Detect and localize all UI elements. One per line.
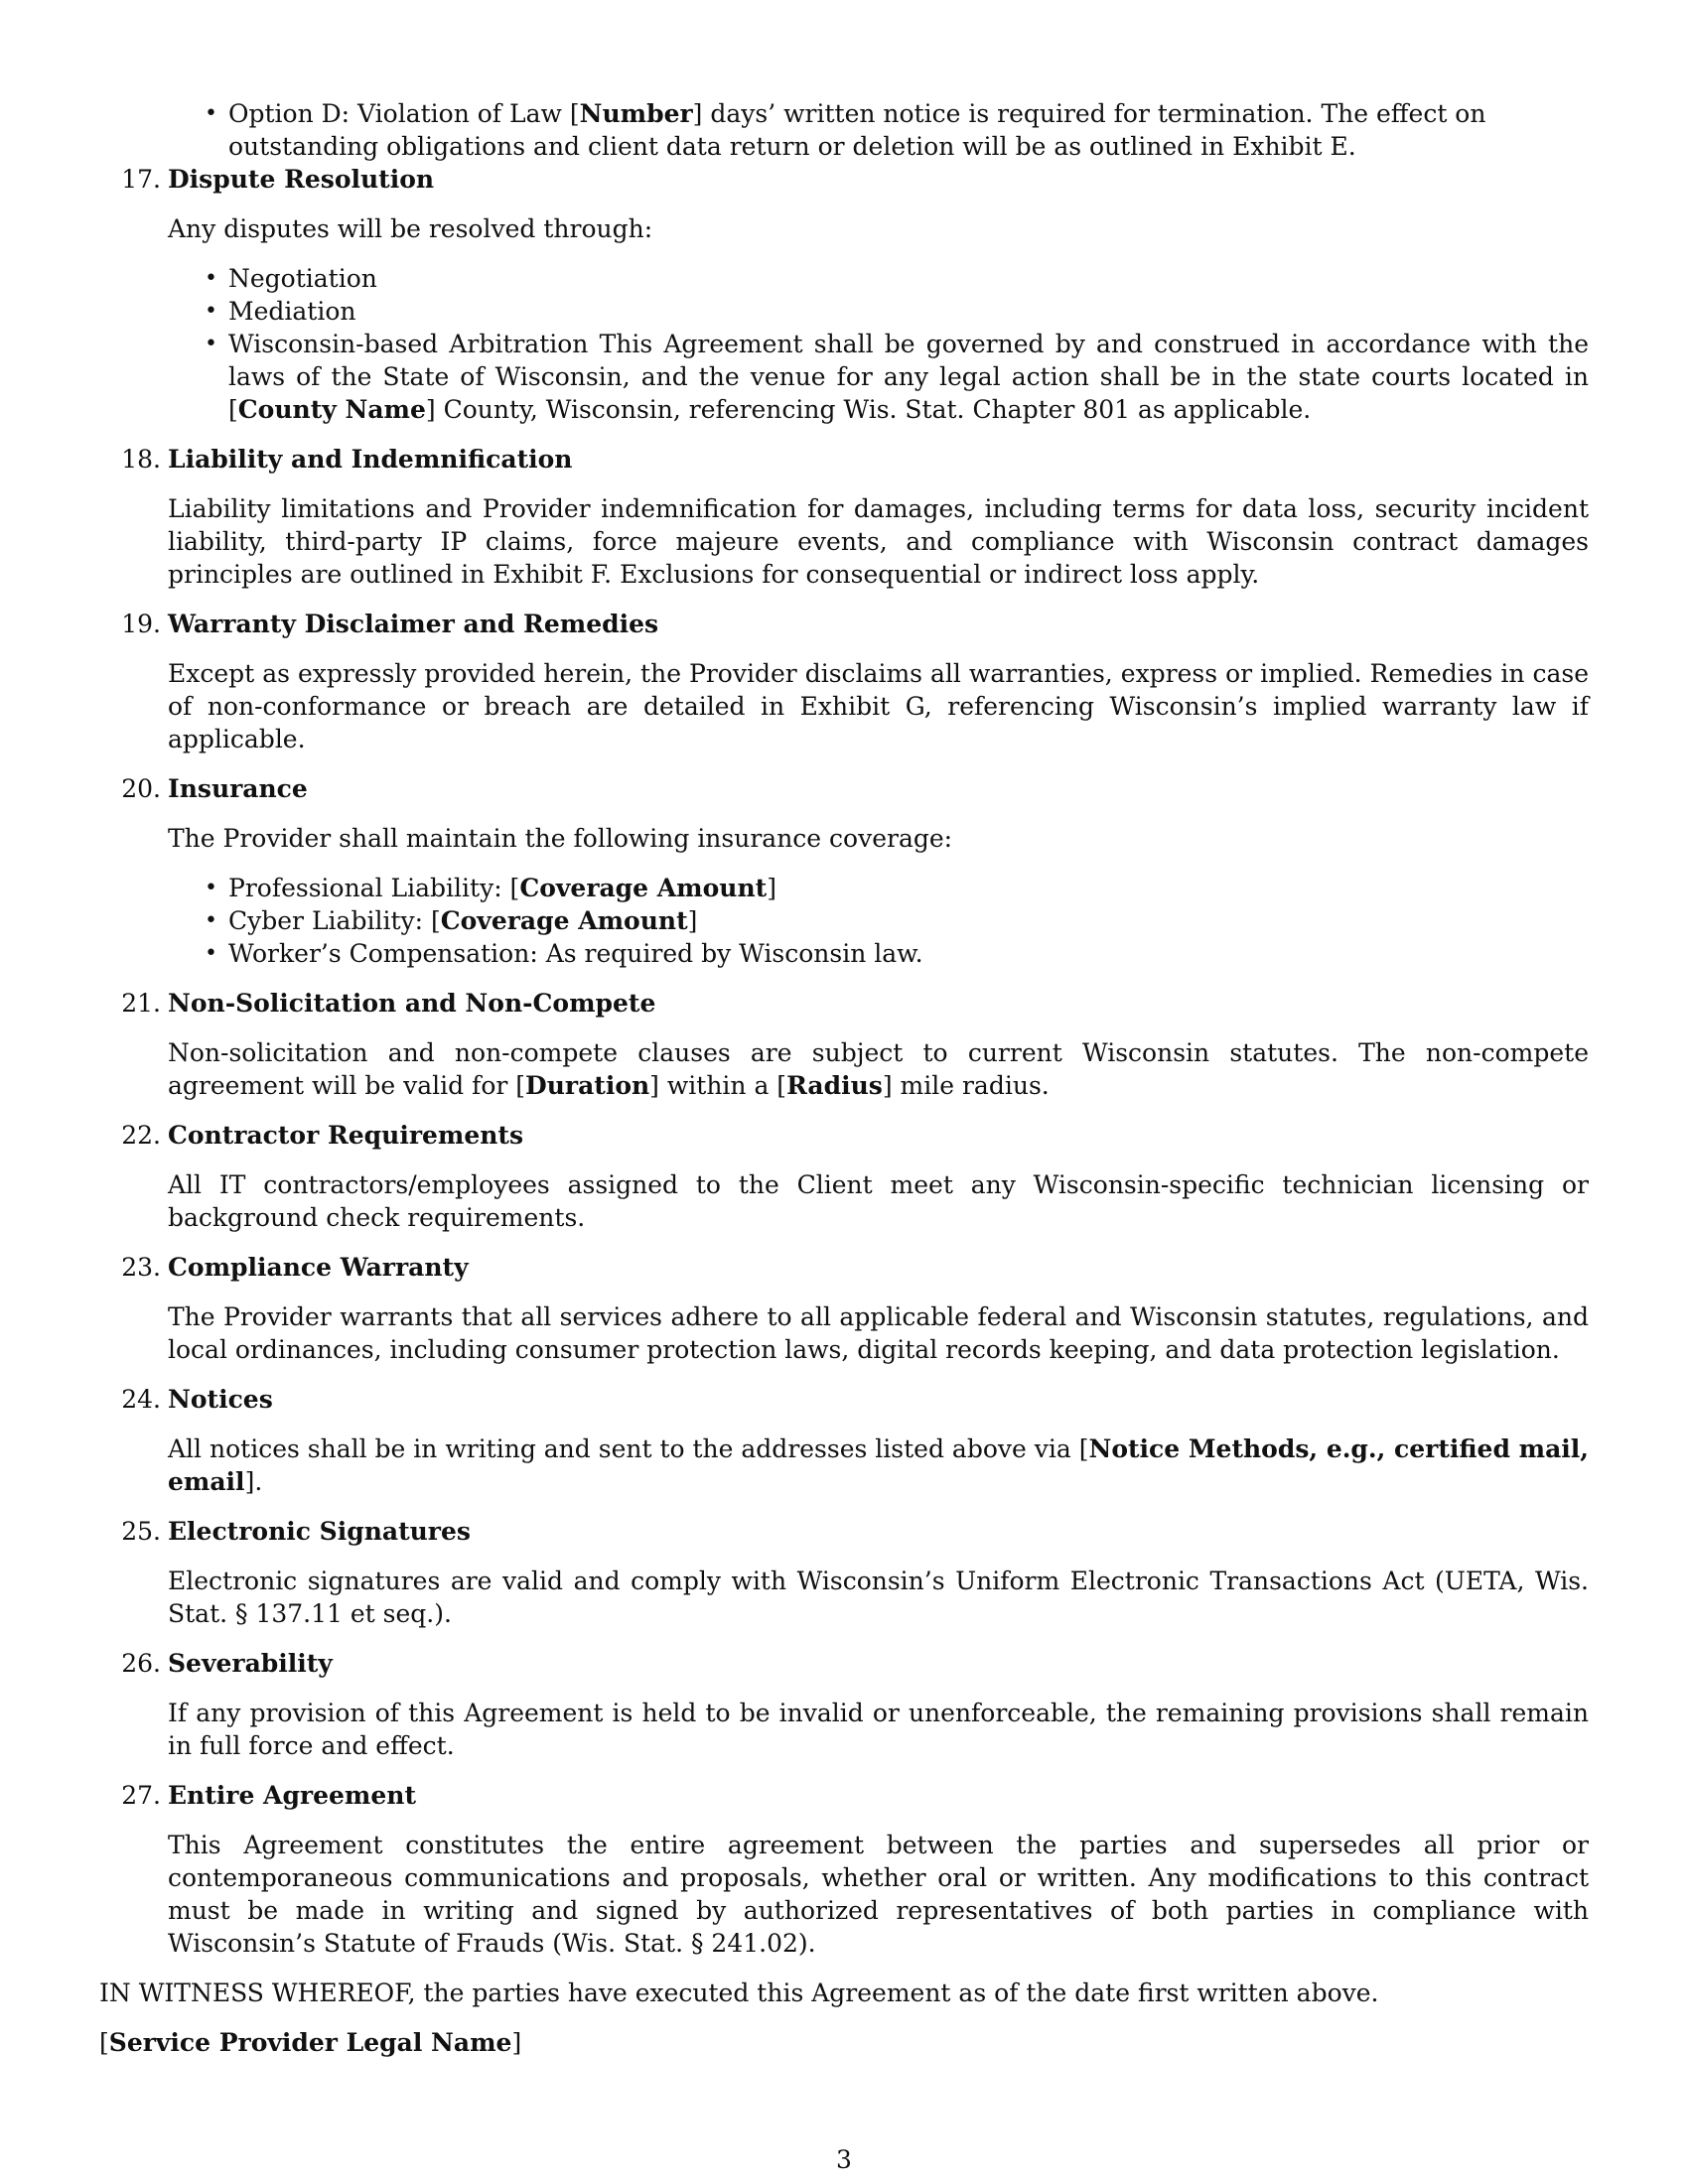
section-number: 27. xyxy=(121,1781,161,1810)
section-entire-agreement xyxy=(99,1779,1589,1960)
section-insurance xyxy=(99,772,1589,970)
section-heading xyxy=(99,1383,1589,1416)
section-body: Electronic signatures are valid and comply with Wisconsin’s Uniform Electronic Transactions Act (UETA, Wis. Stat. § 137.11 et seq.). xyxy=(168,1567,1589,1628)
section-body: The Provider warrants that all services adhere to all applicable federal and Wisconsin statutes, regulations, and local ordinances, including consumer protection laws, digital records keeping, and data protection legislation. xyxy=(168,1302,1589,1364)
section-title: Contractor Requirements xyxy=(168,1121,524,1150)
list-item: • Mediation xyxy=(228,295,1589,328)
section-title: Dispute Resolution xyxy=(168,165,435,194)
list-item: • Wisconsin-based Arbitration This Agreement shall be governed by and construed in accordance with the laws of the State of Wisconsin, and the venue for any legal action shall be in the state courts located in [County Name] County, Wisconsin, referencing Wis. Stat. Chapter 801 as applicable. xyxy=(228,328,1589,426)
section-heading xyxy=(99,608,1589,640)
list-item: • Cyber Liability: [Coverage Amount] xyxy=(228,904,1589,937)
section-title: Entire Agreement xyxy=(168,1781,416,1810)
section-body: This Agreement constitutes the entire agreement between the parties and supersedes all prior or contemporaneous communications and proposals, whether oral or written. Any modifications to this contract must be made in writing and signed by authorized representatives of both parties in compliance with Wisconsin’s Statute of Frauds (Wis. Stat. § 241.02). xyxy=(168,1831,1589,1958)
section-heading xyxy=(99,1779,1589,1812)
section-dispute-resolution xyxy=(99,163,1589,426)
list-item: • Professional Liability: [Coverage Amount] xyxy=(228,872,1589,904)
list-item: • Negotiation xyxy=(228,262,1589,295)
section-number: 17. xyxy=(121,165,161,194)
section-title: Compliance Warranty xyxy=(168,1253,469,1282)
section-number: 23. xyxy=(121,1253,161,1282)
section-heading xyxy=(99,987,1589,1020)
section-title: Liability and Indemnification xyxy=(168,445,573,474)
section-heading xyxy=(99,1251,1589,1284)
section-number: 20. xyxy=(121,774,161,803)
section-liability-indemnification xyxy=(99,443,1589,591)
dispute-methods-list xyxy=(99,262,1589,426)
termination-options-list xyxy=(99,97,1589,163)
section-heading xyxy=(99,163,1589,196)
section-notices xyxy=(99,1383,1589,1498)
section-body: Non-solicitation and non-compete clauses are subject to current Wisconsin statutes. The non-compete agreement will be valid for [Duration] within a [Radius] mile radius. xyxy=(168,1038,1589,1100)
document-page xyxy=(99,97,1589,2059)
section-title: Electronic Signatures xyxy=(168,1517,471,1546)
section-heading xyxy=(99,443,1589,476)
section-title: Warranty Disclaimer and Remedies xyxy=(168,610,659,638)
service-provider-name: [Service Provider Legal Name] xyxy=(99,2028,522,2057)
section-heading xyxy=(99,1515,1589,1548)
witness-statement: IN WITNESS WHEREOF, the parties have executed this Agreement as of the date first written above. xyxy=(99,1979,1379,2007)
list-item: • Worker’s Compensation: As required by Wisconsin law. xyxy=(228,937,1589,970)
section-body: The Provider shall maintain the following insurance coverage: xyxy=(168,824,953,853)
section-title: Non-Solicitation and Non-Compete xyxy=(168,989,656,1018)
section-title: Severability xyxy=(168,1649,333,1678)
section-body: All notices shall be in writing and sent to the addresses listed above via [Notice Methods, e.g., certified mail, email]. xyxy=(168,1434,1589,1496)
section-compliance-warranty xyxy=(99,1251,1589,1366)
section-number: 18. xyxy=(121,445,161,474)
section-heading xyxy=(99,1647,1589,1680)
section-non-solicitation xyxy=(99,987,1589,1102)
section-warranty-disclaimer xyxy=(99,608,1589,755)
section-number: 19. xyxy=(121,610,161,638)
list-item: • Option D: Violation of Law [Number] days’ written notice is required for termination. The effect on outstanding obligations and client data return or deletion will be as outlined in Exhibit E. xyxy=(228,97,1589,163)
section-number: 26. xyxy=(121,1649,161,1678)
section-body: Except as expressly provided herein, the Provider disclaims all warranties, express or implied. Remedies in case of non-conformance or breach are detailed in Exhibit G, referencing Wisconsin’s implied warranty law if applicable. xyxy=(168,659,1589,753)
insurance-coverage-list xyxy=(99,872,1589,970)
section-severability xyxy=(99,1647,1589,1762)
section-title: Insurance xyxy=(168,774,308,803)
section-number: 25. xyxy=(121,1517,161,1546)
section-body: Liability limitations and Provider indemnification for damages, including terms for data loss, security incident liability, third-party IP claims, force majeure events, and compliance with Wisconsin contract damages principles are outlined in Exhibit F. Exclusions for consequential or indirect loss apply. xyxy=(168,494,1589,589)
section-heading xyxy=(99,1119,1589,1152)
section-number: 22. xyxy=(121,1121,161,1150)
section-electronic-signatures xyxy=(99,1515,1589,1630)
section-number: 24. xyxy=(121,1385,161,1414)
section-title: Notices xyxy=(168,1385,273,1414)
section-heading xyxy=(99,772,1589,805)
section-body: Any disputes will be resolved through: xyxy=(168,214,653,243)
page-number: 3 xyxy=(836,2145,852,2174)
section-contractor-requirements xyxy=(99,1119,1589,1234)
section-body: If any provision of this Agreement is held to be invalid or unenforceable, the remaining provisions shall remain in full force and effect. xyxy=(168,1699,1589,1760)
section-number: 21. xyxy=(121,989,161,1018)
section-body: All IT contractors/employees assigned to the Client meet any Wisconsin-specific technician licensing or background check requirements. xyxy=(168,1170,1589,1232)
